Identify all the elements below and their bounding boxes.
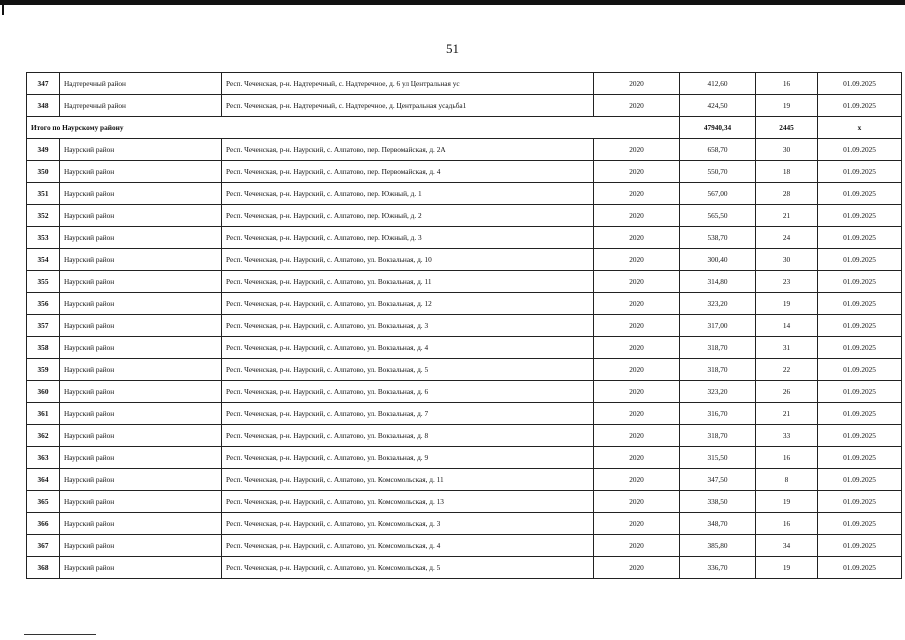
year-cell: 2020 (594, 227, 680, 249)
area-cell: 538,70 (680, 227, 756, 249)
year-cell: 2020 (594, 447, 680, 469)
residents-cell: 21 (756, 205, 818, 227)
district-cell: Наурский район (60, 491, 222, 513)
row-number: 362 (27, 425, 60, 447)
row-number: 365 (27, 491, 60, 513)
deadline-cell: 01.09.2025 (818, 557, 902, 579)
table-row (27, 513, 902, 535)
district-cell: Наурский район (60, 359, 222, 381)
deadline-cell: 01.09.2025 (818, 535, 902, 557)
residents-cell: 18 (756, 161, 818, 183)
year-cell: 2020 (594, 513, 680, 535)
table-row (27, 271, 902, 293)
area-cell: 318,70 (680, 337, 756, 359)
district-cell: Надтеречный район (60, 95, 222, 117)
area-cell: 314,80 (680, 271, 756, 293)
subtotal-date: x (818, 117, 902, 139)
year-cell: 2020 (594, 557, 680, 579)
row-number: 356 (27, 293, 60, 315)
address-cell: Респ. Чеченская, р-н. Наурский, с. Алпатово, ул. Вокзальная, д. 12 (222, 293, 594, 315)
area-cell: 347,50 (680, 469, 756, 491)
area-cell: 658,70 (680, 139, 756, 161)
deadline-cell: 01.09.2025 (818, 491, 902, 513)
table-row (27, 73, 902, 95)
year-cell: 2020 (594, 337, 680, 359)
table-row (27, 249, 902, 271)
table-row (27, 557, 902, 579)
area-cell: 323,20 (680, 293, 756, 315)
deadline-cell: 01.09.2025 (818, 425, 902, 447)
table-row (27, 293, 902, 315)
residents-cell: 28 (756, 183, 818, 205)
row-number: 357 (27, 315, 60, 337)
address-cell: Респ. Чеченская, р-н. Наурский, с. Алпатово, пер. Южный, д. 2 (222, 205, 594, 227)
deadline-cell: 01.09.2025 (818, 337, 902, 359)
area-cell: 318,70 (680, 359, 756, 381)
deadline-cell: 01.09.2025 (818, 381, 902, 403)
row-number: 351 (27, 183, 60, 205)
row-number: 361 (27, 403, 60, 425)
address-cell: Респ. Чеченская, р-н. Наурский, с. Алпатово, ул. Вокзальная, д. 4 (222, 337, 594, 359)
row-number: 353 (27, 227, 60, 249)
area-cell: 315,50 (680, 447, 756, 469)
table-row (27, 337, 902, 359)
residents-cell: 23 (756, 271, 818, 293)
address-cell: Респ. Чеченская, р-н. Наурский, с. Алпатово, пер. Южный, д. 1 (222, 183, 594, 205)
residents-cell: 16 (756, 513, 818, 535)
area-cell: 565,50 (680, 205, 756, 227)
area-cell: 318,70 (680, 425, 756, 447)
row-number: 348 (27, 95, 60, 117)
subtotal-residents: 2445 (756, 117, 818, 139)
year-cell: 2020 (594, 73, 680, 95)
year-cell: 2020 (594, 315, 680, 337)
address-cell: Респ. Чеченская, р-н. Наурский, с. Алпатово, ул. Вокзальная, д. 9 (222, 447, 594, 469)
table-row (27, 381, 902, 403)
table-row (27, 403, 902, 425)
district-cell: Наурский район (60, 535, 222, 557)
table-body (27, 73, 902, 579)
row-number: 350 (27, 161, 60, 183)
residents-cell: 30 (756, 249, 818, 271)
address-cell: Респ. Чеченская, р-н. Надтеречный, с. Надтеречное, д. Центральная усадьба1 (222, 95, 594, 117)
residents-cell: 31 (756, 337, 818, 359)
year-cell: 2020 (594, 161, 680, 183)
district-cell: Наурский район (60, 183, 222, 205)
year-cell: 2020 (594, 293, 680, 315)
residents-cell: 8 (756, 469, 818, 491)
residents-cell: 19 (756, 557, 818, 579)
deadline-cell: 01.09.2025 (818, 469, 902, 491)
deadline-cell: 01.09.2025 (818, 73, 902, 95)
residents-cell: 19 (756, 491, 818, 513)
residents-cell: 21 (756, 403, 818, 425)
year-cell: 2020 (594, 359, 680, 381)
year-cell: 2020 (594, 469, 680, 491)
residents-cell: 33 (756, 425, 818, 447)
district-cell: Наурский район (60, 469, 222, 491)
deadline-cell: 01.09.2025 (818, 205, 902, 227)
row-number: 349 (27, 139, 60, 161)
address-cell: Респ. Чеченская, р-н. Наурский, с. Алпатово, ул. Вокзальная, д. 6 (222, 381, 594, 403)
deadline-cell: 01.09.2025 (818, 161, 902, 183)
table-row (27, 95, 902, 117)
area-cell: 300,40 (680, 249, 756, 271)
district-cell: Надтеречный район (60, 73, 222, 95)
row-number: 360 (27, 381, 60, 403)
district-cell: Наурский район (60, 315, 222, 337)
housing-table (26, 72, 902, 579)
district-cell: Наурский район (60, 293, 222, 315)
row-number: 358 (27, 337, 60, 359)
residents-cell: 30 (756, 139, 818, 161)
address-cell: Респ. Чеченская, р-н. Наурский, с. Алпатово, ул. Вокзальная, д. 10 (222, 249, 594, 271)
table-row (27, 425, 902, 447)
top-border (0, 0, 905, 5)
year-cell: 2020 (594, 535, 680, 557)
table-row (27, 139, 902, 161)
district-cell: Наурский район (60, 139, 222, 161)
residents-cell: 16 (756, 73, 818, 95)
area-cell: 338,50 (680, 491, 756, 513)
residents-cell: 19 (756, 95, 818, 117)
deadline-cell: 01.09.2025 (818, 249, 902, 271)
table-row (27, 447, 902, 469)
row-number: 364 (27, 469, 60, 491)
address-cell: Респ. Чеченская, р-н. Наурский, с. Алпатово, ул. Вокзальная, д. 8 (222, 425, 594, 447)
address-cell: Респ. Чеченская, р-н. Наурский, с. Алпатово, ул. Вокзальная, д. 11 (222, 271, 594, 293)
table-row (27, 183, 902, 205)
top-border-tick (2, 5, 4, 15)
residents-cell: 26 (756, 381, 818, 403)
district-cell: Наурский район (60, 249, 222, 271)
deadline-cell: 01.09.2025 (818, 139, 902, 161)
table-row (27, 161, 902, 183)
table-row (27, 227, 902, 249)
area-cell: 412,60 (680, 73, 756, 95)
subtotal-area: 47940,34 (680, 117, 756, 139)
residents-cell: 19 (756, 293, 818, 315)
row-number: 359 (27, 359, 60, 381)
deadline-cell: 01.09.2025 (818, 359, 902, 381)
footnote-rule (24, 634, 96, 635)
deadline-cell: 01.09.2025 (818, 315, 902, 337)
area-cell: 316,70 (680, 403, 756, 425)
year-cell: 2020 (594, 271, 680, 293)
deadline-cell: 01.09.2025 (818, 271, 902, 293)
year-cell: 2020 (594, 139, 680, 161)
district-cell: Наурский район (60, 271, 222, 293)
district-cell: Наурский район (60, 403, 222, 425)
area-cell: 323,20 (680, 381, 756, 403)
row-number: 354 (27, 249, 60, 271)
deadline-cell: 01.09.2025 (818, 227, 902, 249)
residents-cell: 22 (756, 359, 818, 381)
year-cell: 2020 (594, 249, 680, 271)
deadline-cell: 01.09.2025 (818, 95, 902, 117)
district-cell: Наурский район (60, 205, 222, 227)
table-row (27, 359, 902, 381)
table-row (27, 469, 902, 491)
address-cell: Респ. Чеченская, р-н. Наурский, с. Алпатово, пер. Первомайская, д. 4 (222, 161, 594, 183)
address-cell: Респ. Чеченская, р-н. Наурский, с. Алпатово, пер. Южный, д. 3 (222, 227, 594, 249)
district-cell: Наурский район (60, 337, 222, 359)
row-number: 368 (27, 557, 60, 579)
address-cell: Респ. Чеченская, р-н. Наурский, с. Алпатово, ул. Комсомольская, д. 3 (222, 513, 594, 535)
area-cell: 424,50 (680, 95, 756, 117)
table-row (27, 315, 902, 337)
deadline-cell: 01.09.2025 (818, 513, 902, 535)
residents-cell: 14 (756, 315, 818, 337)
year-cell: 2020 (594, 183, 680, 205)
residents-cell: 16 (756, 447, 818, 469)
deadline-cell: 01.09.2025 (818, 293, 902, 315)
district-cell: Наурский район (60, 381, 222, 403)
year-cell: 2020 (594, 425, 680, 447)
address-cell: Респ. Чеченская, р-н. Наурский, с. Алпатово, ул. Комсомольская, д. 13 (222, 491, 594, 513)
area-cell: 550,70 (680, 161, 756, 183)
deadline-cell: 01.09.2025 (818, 183, 902, 205)
table-row (27, 491, 902, 513)
residents-cell: 34 (756, 535, 818, 557)
table-row (27, 205, 902, 227)
district-cell: Наурский район (60, 513, 222, 535)
address-cell: Респ. Чеченская, р-н. Наурский, с. Алпатово, ул. Комсомольская, д. 5 (222, 557, 594, 579)
row-number: 355 (27, 271, 60, 293)
table-row (27, 535, 902, 557)
row-number: 366 (27, 513, 60, 535)
area-cell: 317,00 (680, 315, 756, 337)
row-number: 363 (27, 447, 60, 469)
year-cell: 2020 (594, 491, 680, 513)
district-cell: Наурский район (60, 161, 222, 183)
page-number: 51 (446, 41, 459, 56)
address-cell: Респ. Чеченская, р-н. Наурский, с. Алпатово, ул. Вокзальная, д. 5 (222, 359, 594, 381)
address-cell: Респ. Чеченская, р-н. Наурский, с. Алпатово, ул. Вокзальная, д. 3 (222, 315, 594, 337)
deadline-cell: 01.09.2025 (818, 447, 902, 469)
address-cell: Респ. Чеченская, р-н. Наурский, с. Алпатово, ул. Вокзальная, д. 7 (222, 403, 594, 425)
year-cell: 2020 (594, 403, 680, 425)
area-cell: 348,70 (680, 513, 756, 535)
area-cell: 567,00 (680, 183, 756, 205)
address-cell: Респ. Чеченская, р-н. Надтеречный, с. Надтеречное, д. 6 ул Центральная ус (222, 73, 594, 95)
area-cell: 385,80 (680, 535, 756, 557)
area-cell: 336,70 (680, 557, 756, 579)
subtotal-row (27, 117, 902, 139)
row-number: 367 (27, 535, 60, 557)
residents-cell: 24 (756, 227, 818, 249)
row-number: 352 (27, 205, 60, 227)
deadline-cell: 01.09.2025 (818, 403, 902, 425)
district-cell: Наурский район (60, 557, 222, 579)
district-cell: Наурский район (60, 425, 222, 447)
row-number: 347 (27, 73, 60, 95)
address-cell: Респ. Чеченская, р-н. Наурский, с. Алпатово, ул. Комсомольская, д. 11 (222, 469, 594, 491)
subtotal-label: Итого по Наурскому району (27, 117, 680, 139)
district-cell: Наурский район (60, 227, 222, 249)
address-cell: Респ. Чеченская, р-н. Наурский, с. Алпатово, пер. Первомайская, д. 2А (222, 139, 594, 161)
district-cell: Наурский район (60, 447, 222, 469)
address-cell: Респ. Чеченская, р-н. Наурский, с. Алпатово, ул. Комсомольская, д. 4 (222, 535, 594, 557)
year-cell: 2020 (594, 205, 680, 227)
year-cell: 2020 (594, 381, 680, 403)
year-cell: 2020 (594, 95, 680, 117)
